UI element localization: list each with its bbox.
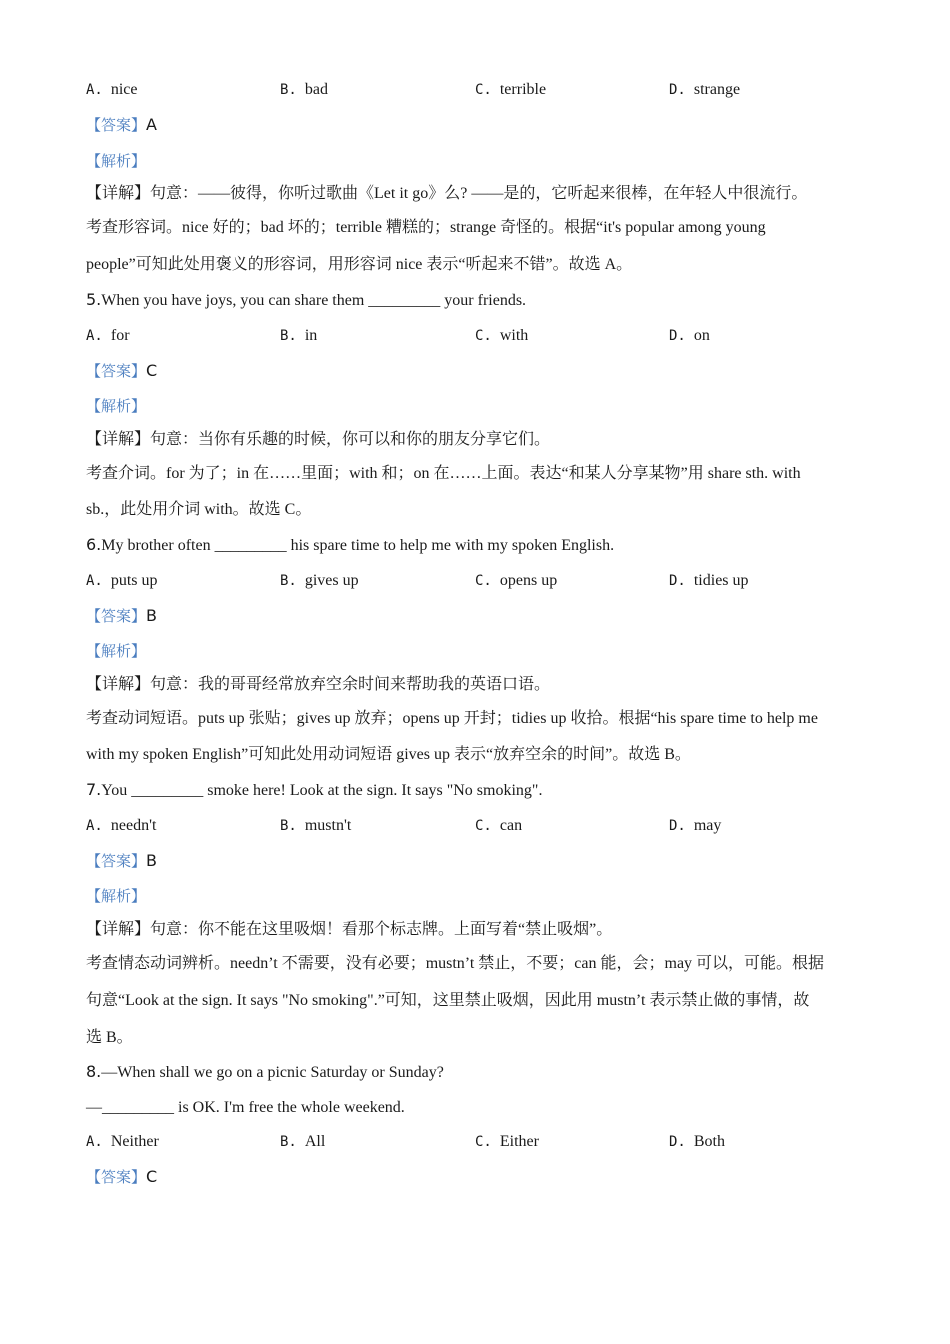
q4-option-b: B. bad bbox=[280, 81, 328, 98]
q7-detail: 【详解】句意：你不能在这里吸烟！看那个标志牌。上面写着“禁止吸烟”。 bbox=[86, 921, 613, 938]
q8-option-d: D. Both bbox=[669, 1133, 725, 1150]
q5-explanation-2: sb.，此处用介词 with。故选 C。 bbox=[86, 501, 312, 518]
q6-option-c: C. opens up bbox=[475, 572, 558, 589]
q7-answer: 【答案】B bbox=[86, 851, 157, 870]
q5-options bbox=[86, 327, 866, 347]
q6-detail: 【详解】句意：我的哥哥经常放弃空余时间来帮助我的英语口语。 bbox=[86, 676, 551, 693]
q7-option-b: B. mustn't bbox=[280, 817, 352, 834]
q7-stem: 7.You _________ smoke here! Look at the sign. It says "No smoking". bbox=[86, 780, 543, 799]
q8-option-b: B. All bbox=[280, 1133, 326, 1150]
q8-option-c: C. Either bbox=[475, 1133, 539, 1150]
q5-option-d: D. on bbox=[669, 327, 710, 344]
q4-options bbox=[86, 81, 866, 101]
q7-explanation-2: 句意“Look at the sign. It says "No smoking".”可知，这里禁止吸烟，因此用 mustn’t 表示禁止做的事情，故 bbox=[86, 992, 810, 1009]
q7-option-d: D. may bbox=[669, 817, 722, 834]
q4-analysis-tag: 【解析】 bbox=[86, 152, 147, 170]
q8-option-a: A. Neither bbox=[86, 1133, 159, 1150]
q8-answer: 【答案】C bbox=[86, 1167, 158, 1186]
q5-answer: 【答案】C bbox=[86, 361, 158, 380]
q7-explanation-1: 考查情态动词辨析。needn’t 不需要，没有必要；mustn’t 禁止，不要；can 能，会；may 可以，可能。根据 bbox=[86, 955, 825, 972]
q8-stem-1: 8.—When shall we go on a picnic Saturday or Sunday? bbox=[86, 1062, 444, 1081]
q4-explanation-2: people”可知此处用褒义的形容词，用形容词 nice 表示“听起来不错”。故选 A。 bbox=[86, 256, 633, 273]
q5-analysis-tag: 【解析】 bbox=[86, 397, 147, 415]
q5-option-a: A. for bbox=[86, 327, 130, 344]
q4-answer: 【答案】A bbox=[86, 115, 157, 134]
q5-option-b: B. in bbox=[280, 327, 318, 344]
q6-explanation-2: with my spoken English”可知此处用动词短语 gives up 表示“放弃空余的时间”。故选 B。 bbox=[86, 746, 691, 763]
q5-option-c: C. with bbox=[475, 327, 529, 344]
q6-option-d: D. tidies up bbox=[669, 572, 749, 589]
q7-analysis-tag: 【解析】 bbox=[86, 887, 147, 905]
q4-option-d: D. strange bbox=[669, 81, 741, 98]
q7-option-c: C. can bbox=[475, 817, 523, 834]
q7-explanation-3: 选 B。 bbox=[86, 1029, 133, 1046]
q6-option-a: A. puts up bbox=[86, 572, 158, 589]
q5-stem: 5.When you have joys, you can share them _________ your friends. bbox=[86, 290, 527, 309]
q5-detail: 【详解】句意：当你有乐趣的时候，你可以和你的朋友分享它们。 bbox=[86, 431, 551, 448]
q6-option-b: B. gives up bbox=[280, 572, 359, 589]
q6-options bbox=[86, 572, 866, 592]
q8-options bbox=[86, 1133, 866, 1153]
q5-explanation-1: 考查介词。for 为了；in 在……里面；with 和；on 在……上面。表达“和某人分享某物”用 share sth. with bbox=[86, 465, 801, 482]
q6-analysis-tag: 【解析】 bbox=[86, 642, 147, 660]
q6-explanation-1: 考查动词短语。puts up 张贴；gives up 放弃；opens up 开封；tidies up 收拾。根据“his spare time to help me bbox=[86, 710, 818, 727]
q4-option-c: C. terrible bbox=[475, 81, 547, 98]
q7-options bbox=[86, 817, 866, 837]
q4-explanation-1: 考查形容词。nice 好的；bad 坏的；terrible 糟糕的；strange 奇怪的。根据“it's popular among young bbox=[86, 219, 766, 236]
q8-stem-2: —_________ is OK. I'm free the whole weekend. bbox=[86, 1099, 405, 1116]
q7-option-a: A. needn't bbox=[86, 817, 157, 834]
q6-stem: 6.My brother often _________ his spare time to help me with my spoken English. bbox=[86, 535, 615, 554]
q6-answer: 【答案】B bbox=[86, 606, 157, 625]
q4-detail: 【详解】句意：——彼得，你听过歌曲《Let it go》么? ——是的，它听起来很棒，在年轻人中很流行。 bbox=[86, 185, 808, 202]
q4-option-a: A. nice bbox=[86, 81, 138, 98]
